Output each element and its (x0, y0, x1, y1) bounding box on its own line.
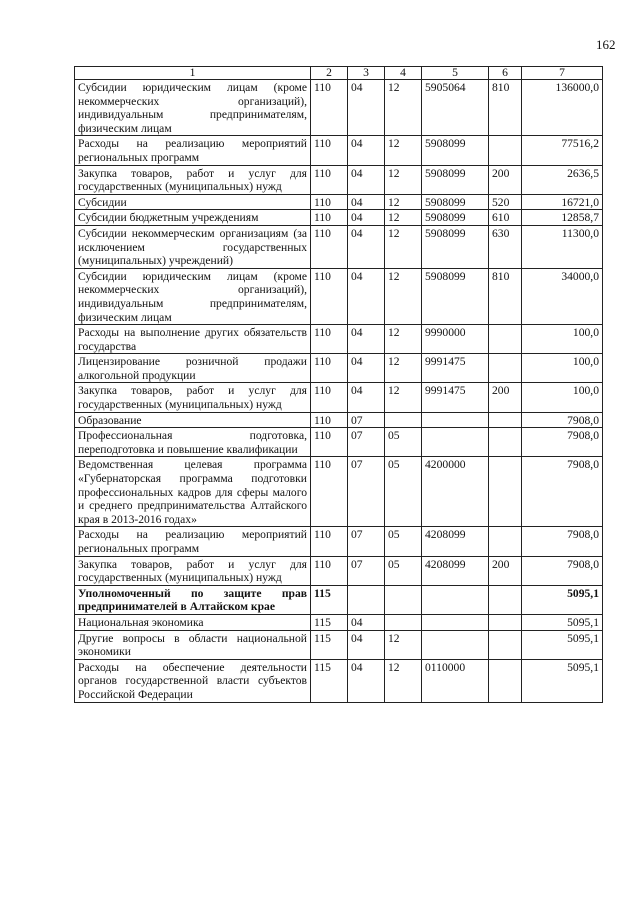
table-row (75, 136, 603, 165)
expense-type-cell: 200 (489, 383, 522, 412)
row-name-cell: Расходы на реализацию мероприятий региональных программ (75, 136, 311, 165)
code-cell: 110 (311, 527, 348, 556)
section-cell: 04 (348, 383, 385, 412)
target-article-cell: 5908099 (422, 136, 489, 165)
target-article-cell: 4200000 (422, 457, 489, 527)
subsection-cell: 12 (385, 80, 422, 136)
table-row (75, 325, 603, 354)
amount-cell: 7908,0 (522, 412, 603, 428)
code-cell: 110 (311, 428, 348, 457)
target-article-cell (422, 630, 489, 659)
table-row (75, 457, 603, 527)
subsection-cell: 12 (385, 210, 422, 226)
expense-type-cell (489, 412, 522, 428)
row-name-cell: Образование (75, 412, 311, 428)
subsection-cell (385, 585, 422, 614)
expense-type-cell (489, 325, 522, 354)
subsection-cell: 12 (385, 225, 422, 268)
table-row (75, 428, 603, 457)
target-article-cell: 5908099 (422, 194, 489, 210)
subsection-cell: 12 (385, 194, 422, 210)
target-article-cell (422, 585, 489, 614)
subsection-cell: 12 (385, 383, 422, 412)
table-row (75, 412, 603, 428)
code-cell: 110 (311, 210, 348, 226)
section-cell: 04 (348, 80, 385, 136)
expense-type-cell (489, 585, 522, 614)
expense-type-cell (489, 527, 522, 556)
expense-type-cell (489, 630, 522, 659)
header-cell: 2 (311, 67, 348, 80)
code-cell: 110 (311, 165, 348, 194)
subsection-cell: 12 (385, 630, 422, 659)
subsection-cell: 12 (385, 354, 422, 383)
target-article-cell: 5908099 (422, 225, 489, 268)
table-row (75, 225, 603, 268)
expense-type-cell: 610 (489, 210, 522, 226)
row-name-cell: Субсидии некоммерческим организациям (за исключением государственных (муниципальных) учреждений) (75, 225, 311, 268)
amount-cell: 5095,1 (522, 659, 603, 702)
header-row (75, 67, 603, 80)
code-cell: 110 (311, 136, 348, 165)
section-cell: 07 (348, 457, 385, 527)
row-name-cell: Субсидии юридическим лицам (кроме некоммерческих организаций), индивидуальным предпринимателям, физическим лицам (75, 268, 311, 324)
amount-cell: 100,0 (522, 325, 603, 354)
target-article-cell: 9990000 (422, 325, 489, 354)
subsection-cell: 12 (385, 136, 422, 165)
target-article-cell: 5908099 (422, 268, 489, 324)
target-article-cell (422, 412, 489, 428)
target-article-cell: 9991475 (422, 383, 489, 412)
table-row (75, 630, 603, 659)
row-name-cell: Лицензирование розничной продажи алкогольной продукции (75, 354, 311, 383)
expense-type-cell (489, 614, 522, 630)
code-cell: 110 (311, 457, 348, 527)
expense-type-cell (489, 457, 522, 527)
code-cell: 110 (311, 225, 348, 268)
target-article-cell: 0110000 (422, 659, 489, 702)
table-row (75, 383, 603, 412)
target-article-cell: 5908099 (422, 210, 489, 226)
amount-cell: 7908,0 (522, 428, 603, 457)
section-cell: 04 (348, 268, 385, 324)
code-cell: 110 (311, 412, 348, 428)
code-cell: 115 (311, 659, 348, 702)
amount-cell: 34000,0 (522, 268, 603, 324)
expense-type-cell: 810 (489, 80, 522, 136)
section-cell: 07 (348, 527, 385, 556)
expense-type-cell (489, 428, 522, 457)
section-cell: 04 (348, 614, 385, 630)
expense-type-cell (489, 659, 522, 702)
code-cell: 110 (311, 383, 348, 412)
subsection-cell: 12 (385, 659, 422, 702)
subsection-cell: 05 (385, 556, 422, 585)
target-article-cell (422, 614, 489, 630)
row-name-cell: Расходы на обеспечение деятельности органов государственной власти субъектов Российской Федерации (75, 659, 311, 702)
row-name-cell: Субсидии (75, 194, 311, 210)
section-cell: 04 (348, 225, 385, 268)
code-cell: 110 (311, 80, 348, 136)
subsection-cell (385, 412, 422, 428)
row-name-cell: Профессиональная подготовка, переподготовка и повышение квалификации (75, 428, 311, 457)
section-cell: 07 (348, 412, 385, 428)
section-cell: 04 (348, 659, 385, 702)
amount-cell: 7908,0 (522, 457, 603, 527)
section-cell: 07 (348, 556, 385, 585)
amount-cell: 12858,7 (522, 210, 603, 226)
code-cell: 110 (311, 194, 348, 210)
amount-cell: 11300,0 (522, 225, 603, 268)
code-cell: 110 (311, 268, 348, 324)
table-row (75, 80, 603, 136)
amount-cell: 77516,2 (522, 136, 603, 165)
target-article-cell: 4208099 (422, 556, 489, 585)
code-cell: 110 (311, 556, 348, 585)
amount-cell: 5095,1 (522, 614, 603, 630)
header-cell: 1 (75, 67, 311, 80)
expense-type-cell: 630 (489, 225, 522, 268)
subsection-cell (385, 614, 422, 630)
subsection-cell: 12 (385, 165, 422, 194)
section-cell: 04 (348, 630, 385, 659)
target-article-cell: 9991475 (422, 354, 489, 383)
table-row (75, 165, 603, 194)
amount-cell: 5095,1 (522, 630, 603, 659)
code-cell: 115 (311, 614, 348, 630)
expense-type-cell: 810 (489, 268, 522, 324)
subsection-cell: 05 (385, 527, 422, 556)
row-name-cell: Закупка товаров, работ и услуг для государственных (муниципальных) нужд (75, 383, 311, 412)
amount-cell: 7908,0 (522, 527, 603, 556)
row-name-cell: Закупка товаров, работ и услуг для государственных (муниципальных) нужд (75, 556, 311, 585)
section-cell: 04 (348, 354, 385, 383)
subsection-cell: 12 (385, 268, 422, 324)
section-cell: 04 (348, 136, 385, 165)
amount-cell: 2636,5 (522, 165, 603, 194)
table-row (75, 659, 603, 702)
expense-type-cell: 520 (489, 194, 522, 210)
subsection-cell: 05 (385, 457, 422, 527)
section-cell: 04 (348, 165, 385, 194)
code-cell: 115 (311, 585, 348, 614)
page-number: 162 (596, 37, 616, 52)
amount-cell: 16721,0 (522, 194, 603, 210)
section-cell: 04 (348, 210, 385, 226)
table-row (75, 527, 603, 556)
amount-cell: 100,0 (522, 354, 603, 383)
header-cell: 3 (348, 67, 385, 80)
row-name-cell: Закупка товаров, работ и услуг для государственных (муниципальных) нужд (75, 165, 311, 194)
section-cell: 04 (348, 325, 385, 354)
budget-table (74, 66, 603, 703)
amount-cell: 7908,0 (522, 556, 603, 585)
table-row (75, 556, 603, 585)
expense-type-cell: 200 (489, 165, 522, 194)
row-name-cell: Расходы на выполнение других обязательств государства (75, 325, 311, 354)
row-name-cell: Субсидии бюджетным учреждениям (75, 210, 311, 226)
table-row (75, 210, 603, 226)
target-article-cell (422, 428, 489, 457)
table-row (75, 194, 603, 210)
section-cell: 07 (348, 428, 385, 457)
amount-cell: 5095,1 (522, 585, 603, 614)
header-cell: 7 (522, 67, 603, 80)
amount-cell: 100,0 (522, 383, 603, 412)
row-name-cell: Субсидии юридическим лицам (кроме некоммерческих организаций), индивидуальным предпринимателям, физическим лицам (75, 80, 311, 136)
header-cell: 4 (385, 67, 422, 80)
table-row (75, 614, 603, 630)
row-name-cell: Ведомственная целевая программа «Губернаторская программа подготовки профессиональных кадров для сферы малого и среднего предпринимательства Алтайского края в 2013-2016 годах» (75, 457, 311, 527)
code-cell: 110 (311, 354, 348, 383)
table-row (75, 268, 603, 324)
table-row (75, 585, 603, 614)
amount-cell: 136000,0 (522, 80, 603, 136)
section-cell (348, 585, 385, 614)
header-cell: 5 (422, 67, 489, 80)
row-name-cell: Расходы на реализацию мероприятий региональных программ (75, 527, 311, 556)
row-name-cell: Другие вопросы в области национальной экономики (75, 630, 311, 659)
code-cell: 115 (311, 630, 348, 659)
expense-type-cell (489, 136, 522, 165)
expense-type-cell (489, 354, 522, 383)
expense-type-cell: 200 (489, 556, 522, 585)
target-article-cell: 4208099 (422, 527, 489, 556)
table-row (75, 354, 603, 383)
header-cell: 6 (489, 67, 522, 80)
target-article-cell: 5908099 (422, 165, 489, 194)
row-name-cell: Национальная экономика (75, 614, 311, 630)
section-cell: 04 (348, 194, 385, 210)
code-cell: 110 (311, 325, 348, 354)
row-name-cell: Уполномоченный по защите прав предпринимателей в Алтайском крае (75, 585, 311, 614)
subsection-cell: 12 (385, 325, 422, 354)
subsection-cell: 05 (385, 428, 422, 457)
target-article-cell: 5905064 (422, 80, 489, 136)
